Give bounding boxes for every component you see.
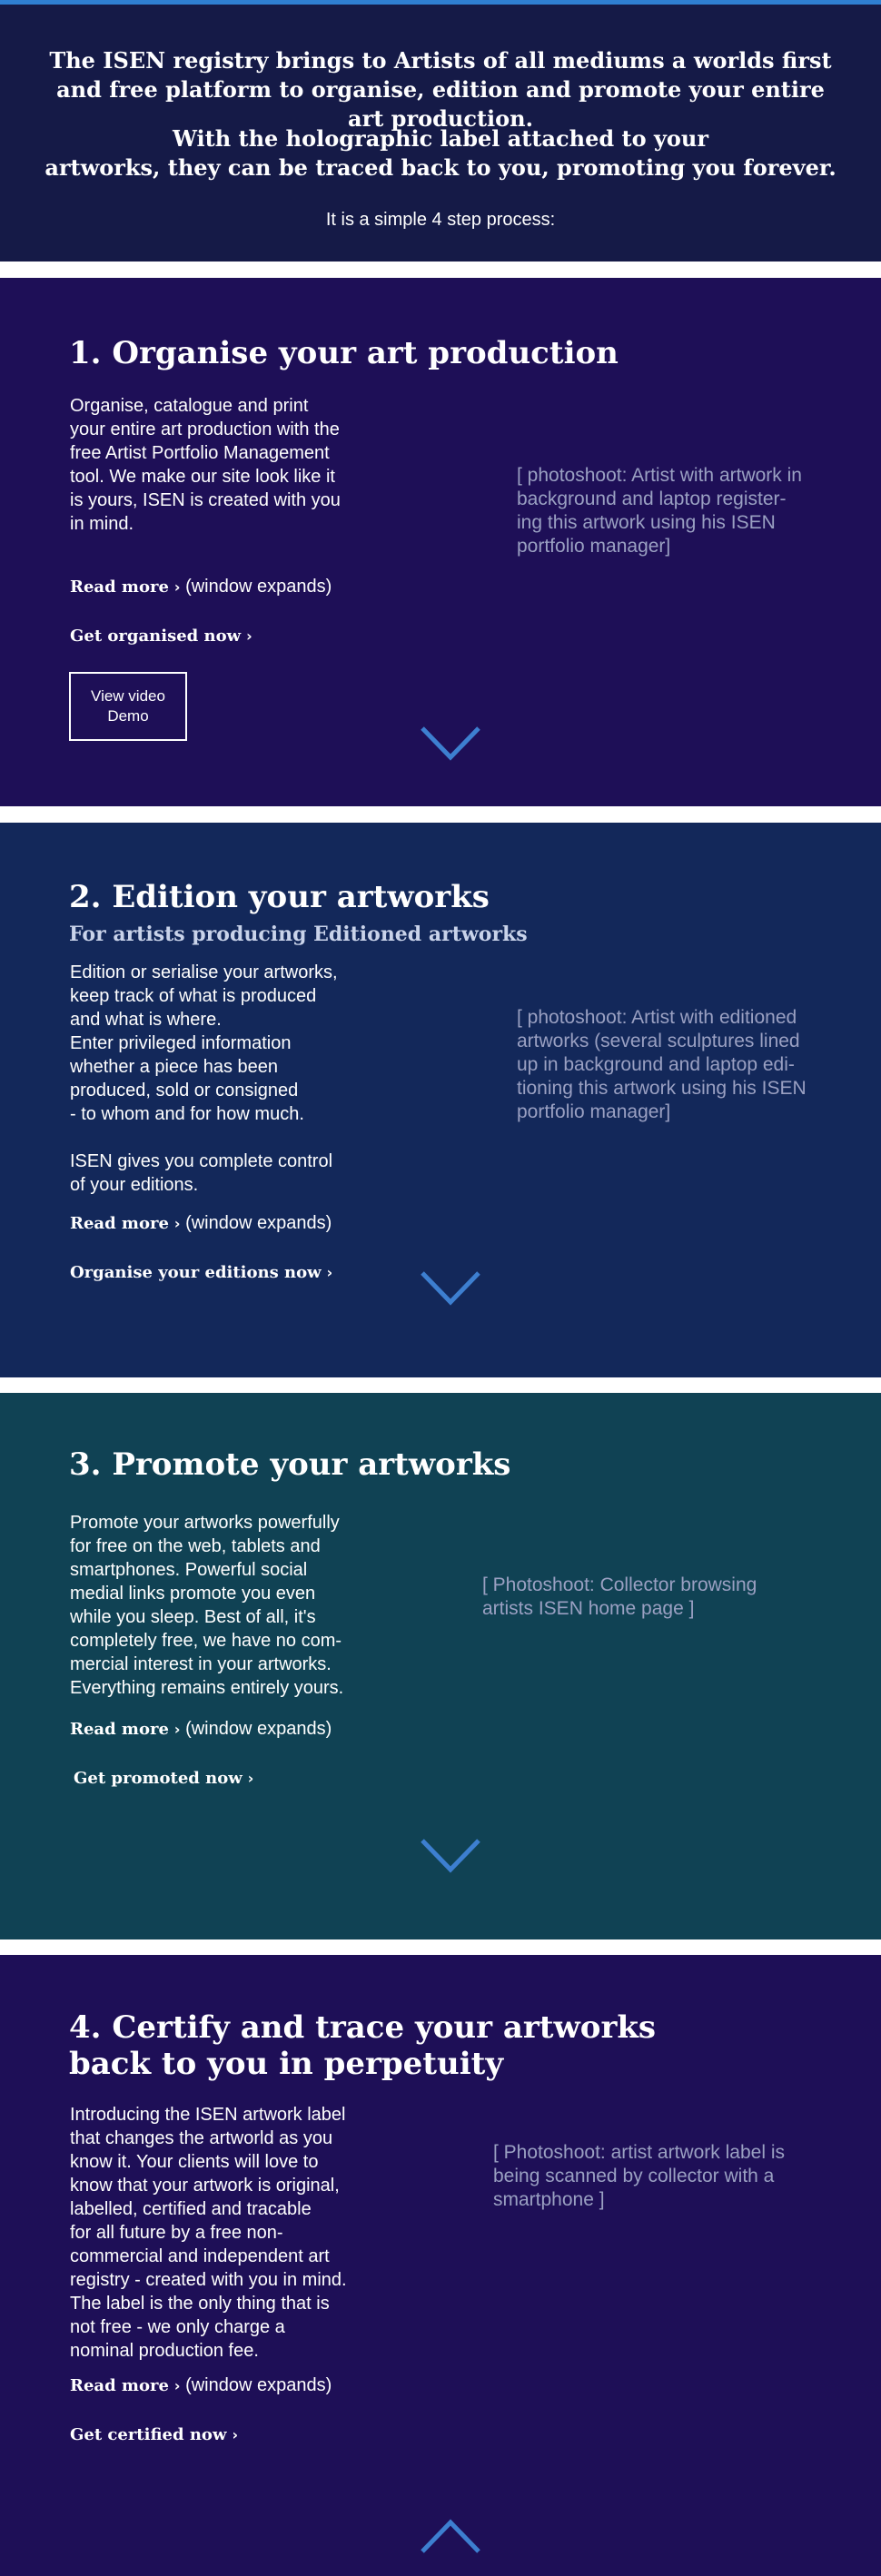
section-body: Organise, catalogue and print your entire art production with the free Artist Portfolio Management tool. We make our site look like it is yours, ISEN is created with you in mind. xyxy=(70,396,341,534)
chevron-right-icon: › xyxy=(247,1770,254,1787)
read-more-note: (window expands) xyxy=(185,1719,332,1739)
intro-lead: The ISEN registry brings to Artists of all mediums a worlds first and free platform to organise, edition and promote your entire art production. xyxy=(49,47,832,132)
read-more-row xyxy=(70,1211,332,1236)
section-title: 2. Edition your artworks xyxy=(69,879,490,915)
read-more-note: (window expands) xyxy=(185,1213,332,1233)
get-certified-link[interactable]: Get certified now › xyxy=(70,2425,239,2444)
section-title: 3. Promote your artworks xyxy=(69,1446,511,1483)
chevron-right-icon: › xyxy=(246,627,252,645)
read-more-row xyxy=(70,2374,332,2398)
section-body: Edition or serialise your artworks, keep track of what is produced and what is where. Enter privileged information whether a piece has been produced, sold or consigned - to whom and for how much. ISEN gives you complete control of your editions. xyxy=(70,962,338,1195)
image-placeholder: [ photoshoot: Artist with editioned artworks (several sculptures lined up in background and laptop edi- tioning this artwork using his ISEN portfolio manager] xyxy=(517,1007,807,1122)
read-more-note: (window expands) xyxy=(185,577,332,597)
intro-label-line-2: artworks, they can be traced back to you, promoting you forever. xyxy=(45,154,836,181)
chevron-right-icon: › xyxy=(173,1721,181,1738)
image-placeholder: [ photoshoot: Artist with artwork in background and laptop register- ing this artwork using his ISEN portfolio manager] xyxy=(517,465,802,557)
section-edition xyxy=(0,823,881,1377)
chevron-up-icon[interactable] xyxy=(420,2517,481,2555)
chevron-down-icon[interactable] xyxy=(420,1837,481,1875)
intro-banner xyxy=(0,5,881,262)
chevron-down-icon[interactable] xyxy=(420,725,481,763)
section-title: 1. Organise your art production xyxy=(69,335,619,371)
chevron-down-icon[interactable] xyxy=(420,1269,481,1308)
image-placeholder: [ Photoshoot: artist artwork label is being scanned by collector with a smartphone ] xyxy=(493,2142,785,2210)
section-organise xyxy=(0,278,881,806)
section-subtitle: For artists producing Editioned artworks xyxy=(69,923,528,946)
read-more-link[interactable]: Read more › xyxy=(70,2376,181,2395)
view-video-demo-button[interactable]: View video Demo xyxy=(69,672,187,741)
get-promoted-link[interactable]: Get promoted now › xyxy=(74,1769,254,1788)
read-more-link[interactable]: Read more › xyxy=(70,1214,181,1233)
organise-editions-link[interactable]: Organise your editions now › xyxy=(70,1263,333,1282)
read-more-link[interactable]: Read more › xyxy=(70,1720,181,1739)
intro-subtext: It is a simple 4 step process: xyxy=(325,210,556,230)
chevron-right-icon: › xyxy=(173,1215,181,1232)
read-more-row xyxy=(70,575,332,599)
read-more-note: (window expands) xyxy=(185,2375,332,2395)
section-promote xyxy=(0,1393,881,1939)
image-placeholder: [ Photoshoot: Collector browsing artists ISEN home page ] xyxy=(482,1574,757,1619)
section-certify xyxy=(0,1955,881,2576)
chevron-right-icon: › xyxy=(232,2426,239,2443)
read-more-row xyxy=(70,1717,332,1742)
section-title-line-2: back to you in perpetuity xyxy=(69,2046,504,2082)
intro-label-statement xyxy=(36,124,845,183)
chevron-right-icon: › xyxy=(326,1264,333,1281)
chevron-right-icon: › xyxy=(173,2377,181,2394)
chevron-right-icon: › xyxy=(173,578,181,596)
section-title-line-1: 4. Certify and trace your artworks xyxy=(69,2009,657,2046)
intro-label-line-1: With the holographic label attached to your xyxy=(172,125,708,152)
read-more-link[interactable]: Read more › xyxy=(70,577,181,597)
section-body: Introducing the ISEN artwork label that changes the artworld as you know it. Your clients will love to know that your artwork is original, labelled, certified and tracable for all future by a free non- commercial and independent art registry - created with you in mind. The label is the only thing that is not free - we only charge a nominal production fee. xyxy=(70,2105,347,2361)
section-body: Promote your artworks powerfully for free on the web, tablets and smartphones. Powerful social medial links promote you even while you sleep. Best of all, it's completely free, we have no com- mercial interest in your artworks. Everything remains entirely yours. xyxy=(70,1513,344,1698)
get-organised-link[interactable]: Get organised now › xyxy=(70,627,252,646)
section-title xyxy=(69,2009,656,2082)
